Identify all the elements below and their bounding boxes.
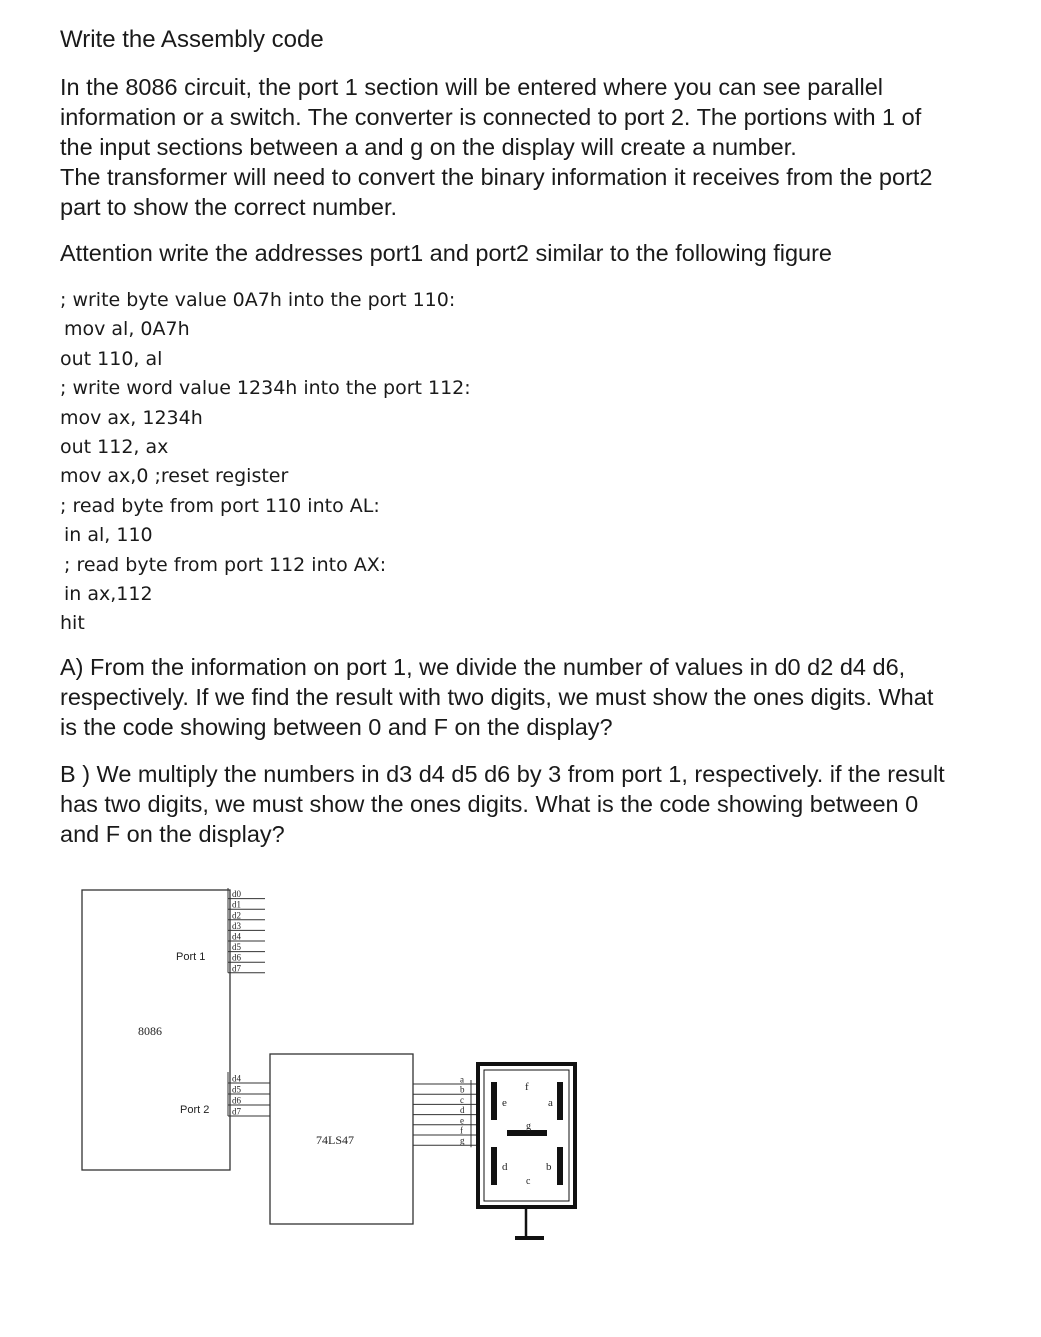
port1-pins <box>228 888 265 973</box>
code-line: ; read byte from port 112 into AX: <box>64 553 387 576</box>
intro-line: part to show the correct number. <box>60 194 397 220</box>
port1-pin-label: d0 <box>232 889 241 900</box>
decoder-label: 74LS47 <box>316 1133 355 1147</box>
decoder-output-label: a <box>460 1074 464 1085</box>
code-line: ; write byte value 0A7h into the port 110: <box>60 289 456 311</box>
port1-pin-label: d7 <box>232 963 241 974</box>
decoder-output-label: d <box>460 1105 465 1116</box>
port1-pin-label: d2 <box>232 910 241 921</box>
intro-line: the input sections between a and g on the display will create a number. <box>60 134 797 160</box>
circuit-diagram <box>60 868 600 1258</box>
question-a-line: is the code showing between 0 and F on the display? <box>60 714 613 740</box>
decoder-output-label: g <box>460 1135 465 1146</box>
segment-a-bar <box>557 1082 563 1120</box>
code-line: in ax,112 <box>64 582 153 605</box>
segment-b-label: b <box>546 1161 552 1173</box>
intro-line: In the 8086 circuit, the port 1 section will be entered where you can see parallel <box>60 74 883 100</box>
code-line: ; read byte from port 110 into AL: <box>60 494 380 517</box>
seven-segment-display <box>478 1064 575 1238</box>
port1-pin-label: d5 <box>232 942 241 953</box>
code-line: out 110, al <box>60 347 163 370</box>
code-line: out 112, ax <box>60 435 169 458</box>
port1-pin-label: d6 <box>232 952 241 963</box>
code-line: ; write word value 1234h into the port 112: <box>60 377 471 400</box>
code-line: mov al, 0A7h <box>64 318 190 341</box>
decoder-output-label: b <box>460 1084 465 1095</box>
intro-line: information or a switch. The converter is connected to port 2. The portions with 1 of <box>60 104 922 130</box>
port1-pin-label: d4 <box>232 931 241 942</box>
segment-d-bar <box>491 1147 497 1185</box>
code-line: mov ax,0 ;reset register <box>60 465 289 488</box>
question-a-line: A) From the information on port 1, we divide the number of values in d0 d2 d4 d6, <box>60 654 906 680</box>
attention-note <box>60 238 1000 268</box>
segment-e-label: e <box>502 1097 507 1109</box>
port2-pin-label: d7 <box>232 1106 241 1117</box>
decoder-output-label: f <box>460 1125 463 1136</box>
intro-paragraph <box>60 72 1000 222</box>
decoder-outputs <box>413 1075 480 1148</box>
decoder-output-label: e <box>460 1115 464 1126</box>
port1-label: Port 1 <box>176 951 206 963</box>
intro-line: The transformer will need to convert the binary information it receives from the port2 <box>60 164 933 190</box>
cpu-label: 8086 <box>138 1024 162 1038</box>
code-line: hit <box>60 612 85 635</box>
segment-b-bar <box>557 1147 563 1185</box>
segment-f-label: f <box>525 1081 529 1093</box>
code-line: mov ax, 1234h <box>60 406 203 429</box>
segment-g-label: g <box>526 1121 531 1132</box>
question-a-line: respectively. If we find the result with two digits, we must show the ones digits. What <box>60 684 934 710</box>
question-a <box>60 652 1000 742</box>
segment-e-bar <box>491 1082 497 1120</box>
question-b-line: has two digits, we must show the ones digits. What is the code showing between 0 <box>60 791 919 817</box>
decoder-output-label: c <box>460 1094 464 1105</box>
port2-pin-label: d6 <box>232 1095 241 1106</box>
port1-pin-label: d1 <box>232 899 241 910</box>
code-sample <box>60 286 471 639</box>
attention-line: Attention write the addresses port1 and port2 similar to the following figure <box>60 240 833 266</box>
port2-pin-label: d5 <box>232 1084 241 1095</box>
port2-pins <box>228 1072 270 1117</box>
port2-label: Port 2 <box>180 1104 210 1116</box>
port1-pin-label: d3 <box>232 920 241 931</box>
document-title: Write the Assembly code <box>60 26 324 53</box>
segment-c-label: c <box>526 1176 531 1187</box>
segment-a-label: a <box>548 1097 553 1109</box>
question-b-line: and F on the display? <box>60 821 285 847</box>
question-b <box>60 759 1000 849</box>
code-line: in al, 110 <box>64 524 153 547</box>
segment-d-label: d <box>502 1161 508 1173</box>
question-b-line: B ) We multiply the numbers in d3 d4 d5 d6 by 3 from port 1, respectively. if the result <box>60 761 945 787</box>
port2-pin-label: d4 <box>232 1073 241 1084</box>
